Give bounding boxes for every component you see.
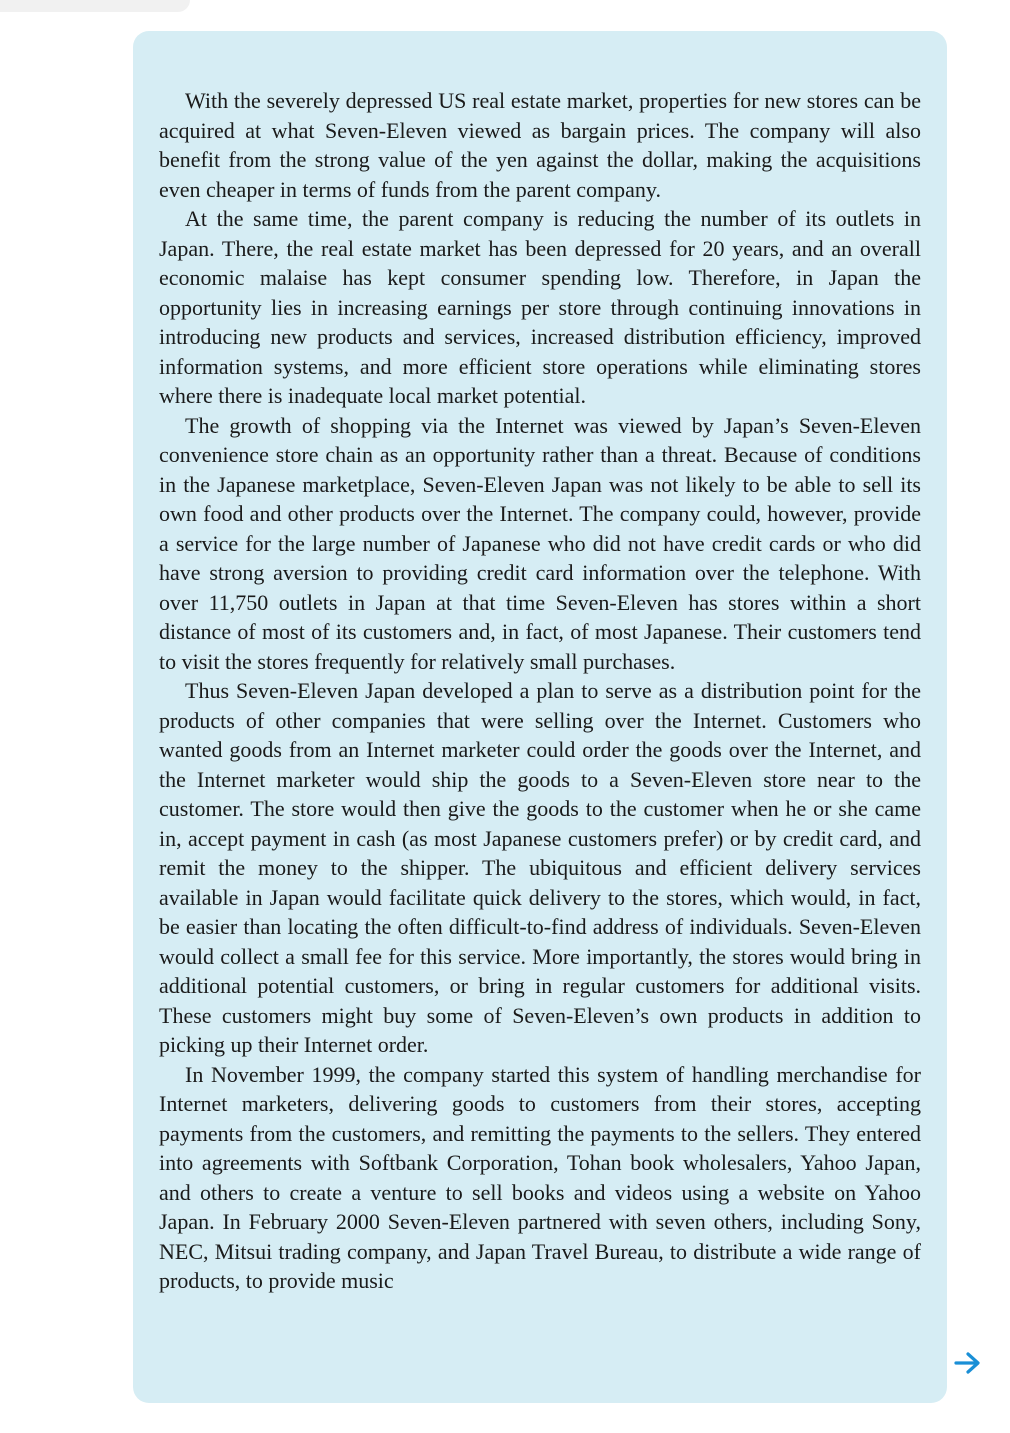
paragraph-2: At the same time, the parent company is reducing the number of its outlets in Japan. There, the real estate market has been depressed for 20 years, and an overall economic malaise has kept consumer spending low. Therefore, in Japan the opportunity lies in increasing earnings per store through continuing innovations in introducing new products and services, increased distribution efficiency, improved information systems, and more efficient store operations while eliminating stores where there is inadequate local market potential. (159, 206, 921, 408)
paragraph-5: In November 1999, the company started this system of handling merchandise for Internet marketers, delivering goods to customers from their stores, accepting payments from the customers, and remitting the payments to the sellers. They entered into agreements with Softbank Corporation, Tohan book wholesalers, Yahoo Japan, and others to create a venture to sell books and videos using a website on Yahoo Japan. In February 2000 Seven-Eleven partnered with seven others, including Sony, NEC, Mitsui trading company, and Japan Travel Bureau, to distribute a wide range of products, to provide music (159, 1061, 921, 1293)
arrow-right-icon[interactable] (953, 1350, 983, 1376)
page-corner-tab (0, 0, 190, 12)
paragraph-1: With the severely depressed US real estate market, properties for new stores can be acquired at what Seven-Eleven viewed as bargain prices. The company will also benefit from the strong value of the yen against the dollar, making the acquisitions even cheaper in terms of funds from the parent company. (159, 88, 921, 202)
text-panel (133, 31, 947, 1403)
paragraph-4: Thus Seven-Eleven Japan developed a plan to serve as a distribution point for the products of other companies that were selling over the Internet. Customers who wanted goods from an Internet marketer could order the goods over the Internet, and the Internet marketer would ship the goods to a Seven-Eleven store near to the customer. The store would then give the goods to the customer when he or she came in, accept payment in cash (as most Japanese customers prefer) or by credit card, and remit the money to the shipper. The ubiquitous and efficient delivery services available in Japan would facilitate quick delivery to the stores, which would, in fact, be easier than locating the often difficult-to-find address of individuals. Seven-Eleven would collect a small fee for this service. More importantly, the stores would bring in additional potential customers, or bring in regular customers for additional visits. These customers might buy some of Seven-Eleven’s own products in addition to picking up their Internet order. (159, 678, 921, 1057)
paragraph-3: The growth of shopping via the Internet was viewed by Japan’s Seven-Eleven convenience store chain as an opportunity rather than a threat. Because of conditions in the Japanese marketplace, Seven-Eleven Japan was not likely to be able to sell its own food and other products over the Internet. The company could, however, provide a service for the large number of Japanese who did not have credit cards or who did have strong aversion to providing credit card information over the telephone. With over 11,750 outlets in Japan at that time Seven-Eleven has stores within a short distance of most of its customers and, in fact, of most Japanese. Their customers tend to visit the stores frequently for relatively small purchases. (159, 412, 921, 674)
